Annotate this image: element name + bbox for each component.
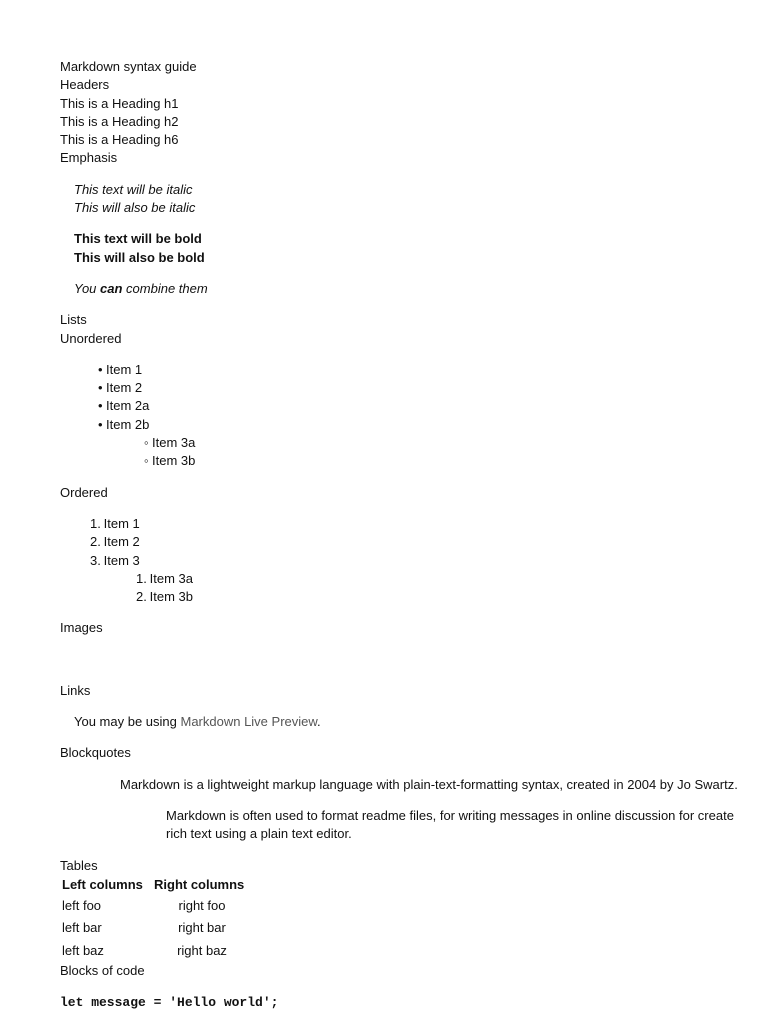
code-block: let message = 'Hello world'; bbox=[60, 994, 279, 1010]
combined-pre: You bbox=[74, 280, 101, 296]
section-blockquotes: Blockquotes bbox=[60, 745, 131, 761]
section-emphasis: Emphasis bbox=[60, 150, 118, 166]
table-header-row bbox=[62, 875, 250, 895]
ordered-nested-list bbox=[60, 570, 768, 607]
markdown-table bbox=[62, 875, 250, 963]
bold-text-2: This will also be bold bbox=[74, 249, 205, 265]
section-code: Blocks of code bbox=[60, 963, 145, 979]
section-tables: Tables bbox=[60, 857, 98, 873]
unordered-list bbox=[60, 361, 768, 434]
column-header: Right columns bbox=[154, 876, 245, 892]
table-row bbox=[62, 917, 250, 940]
combined-bold: can bbox=[100, 280, 123, 296]
heading-h6: This is a Heading h6 bbox=[60, 132, 179, 148]
heading-h2: This is a Heading h2 bbox=[60, 113, 179, 129]
combined-emphasis bbox=[60, 280, 768, 298]
section-lists: Lists bbox=[60, 312, 87, 328]
bold-text-1: This text will be bold bbox=[74, 231, 202, 247]
doc-title: Markdown syntax guide bbox=[60, 59, 197, 74]
heading-h1: This is a Heading h1 bbox=[60, 95, 179, 111]
hollow-bullet-icon: ◦ bbox=[144, 435, 149, 451]
section-links: Links bbox=[60, 682, 91, 698]
italic-text-1: This text will be italic bbox=[74, 181, 193, 197]
table-cell: right bar bbox=[178, 920, 226, 936]
table-cell: right baz bbox=[177, 942, 227, 958]
table-cell: left bar bbox=[62, 920, 102, 936]
blockquote-1: Markdown is a lightweight markup language with plain-text-formatting syntax, created in 2004 by Jo Swartz. bbox=[120, 776, 738, 792]
table-cell: right foo bbox=[178, 897, 226, 913]
section-ordered: Ordered bbox=[60, 484, 108, 500]
list-item: 1. Item 1 bbox=[90, 515, 140, 531]
table-cell: left baz bbox=[62, 942, 104, 958]
list-item: 3. Item 3 bbox=[90, 552, 140, 568]
list-item: • Item 2a bbox=[60, 397, 768, 415]
markdown-preview bbox=[60, 58, 768, 1012]
list-item: 2. Item 2 bbox=[90, 534, 140, 550]
unordered-nested-list bbox=[60, 434, 768, 471]
table-cell: left foo bbox=[62, 897, 102, 913]
list-item: 2. Item 3b bbox=[136, 589, 193, 605]
section-headers: Headers bbox=[60, 77, 110, 93]
bullet-icon: • bbox=[98, 398, 103, 414]
bullet-icon: • bbox=[98, 416, 103, 432]
bullet-icon: • bbox=[98, 361, 103, 377]
markdown-live-preview-link[interactable]: Markdown Live Preview bbox=[180, 714, 318, 730]
hollow-bullet-icon: ◦ bbox=[144, 453, 149, 469]
list-item: • Item 2 bbox=[60, 379, 768, 397]
bullet-icon: • bbox=[98, 380, 103, 396]
combined-post: combine them bbox=[122, 280, 208, 296]
section-unordered: Unordered bbox=[60, 330, 122, 346]
image-placeholder bbox=[60, 638, 768, 682]
list-item: ◦ Item 3b bbox=[60, 452, 768, 470]
ordered-list bbox=[60, 515, 768, 570]
blockquote-2: Markdown is often used to format readme files, for writing messages in online discussion for create rich text using a plain text editor. bbox=[166, 807, 734, 842]
column-header: Left columns bbox=[62, 876, 143, 892]
list-item: ◦ Item 3a bbox=[60, 434, 768, 452]
list-item: • Item 2b bbox=[60, 416, 768, 434]
list-item: 1. Item 3a bbox=[136, 570, 193, 586]
table-row bbox=[62, 895, 250, 918]
link-paragraph: You may be using Markdown Live Preview. bbox=[74, 714, 321, 730]
table-row bbox=[62, 940, 250, 963]
list-item: • Item 1 bbox=[60, 361, 768, 379]
section-images: Images bbox=[60, 620, 103, 636]
italic-text-2: This will also be italic bbox=[74, 200, 196, 216]
